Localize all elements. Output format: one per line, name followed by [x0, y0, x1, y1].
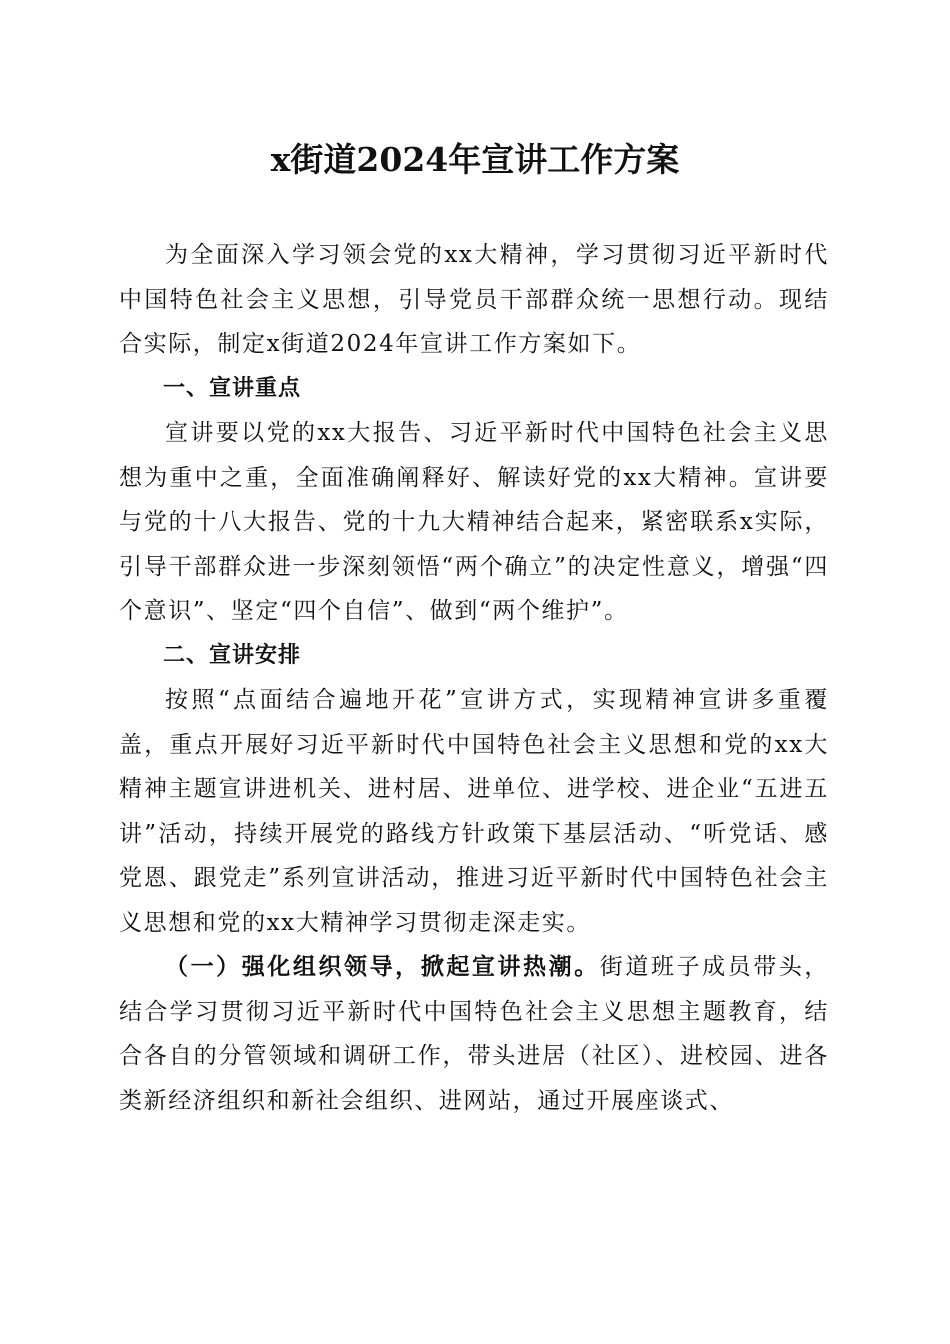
document-title: x街道2024年宣讲工作方案: [270, 140, 680, 179]
section-paragraph-focus: 宣讲要以党的xx大报告、习近平新时代中国特色社会主义思想为重中之重，全面准确阐释好、解读好党的xx大精神。宣讲要与党的十八大报告、党的十九大精神结合起来，紧密联系x实际，引导干部群众进一步深刻领悟“两个确立”的决定性意义，增强“四个意识”、坚定“四个自信”、做到“两个维护”。: [119, 420, 829, 624]
subsection-lead-leadership: （一）强化组织领导，掀起宣讲热潮。: [165, 953, 600, 980]
intro-paragraph: 为全面深入学习领会党的xx大精神，学习贯彻习近平新时代中国特色社会主义思想，引导党员干部群众统一思想行动。现结合实际，制定x街道2024年宣讲工作方案如下。: [119, 242, 829, 357]
subsection-text-leadership: 街道班子成员带头，结合学习贯彻习近平新时代中国特色社会主义思想主题教育，结合各自的分管领域和调研工作，带头进居（社区）、进校园、进各类新经济组织和新社会组织、进网站，通过开展座谈式、: [119, 954, 830, 1114]
section-paragraph-arrangement: 按照“点面结合遍地开花”宣讲方式，实现精神宣讲多重覆盖，重点开展好习近平新时代中国特色社会主义思想和党的xx大精神主题宣讲进机关、进村居、进单位、进学校、进企业“五进五讲”活动，持续开展党的路线方针政策下基层活动、“听党话、感党恩、跟党走”系列宣讲活动，推进习近平新时代中国特色社会主义思想和党的xx大精神学习贯彻走深走实。: [119, 687, 829, 936]
section-heading-arrangement: 二、宣讲安排: [163, 642, 302, 668]
subsection-paragraph-leadership: [119, 945, 829, 1123]
section-heading-focus: 一、宣讲重点: [163, 375, 302, 401]
document-body: [119, 233, 829, 1123]
